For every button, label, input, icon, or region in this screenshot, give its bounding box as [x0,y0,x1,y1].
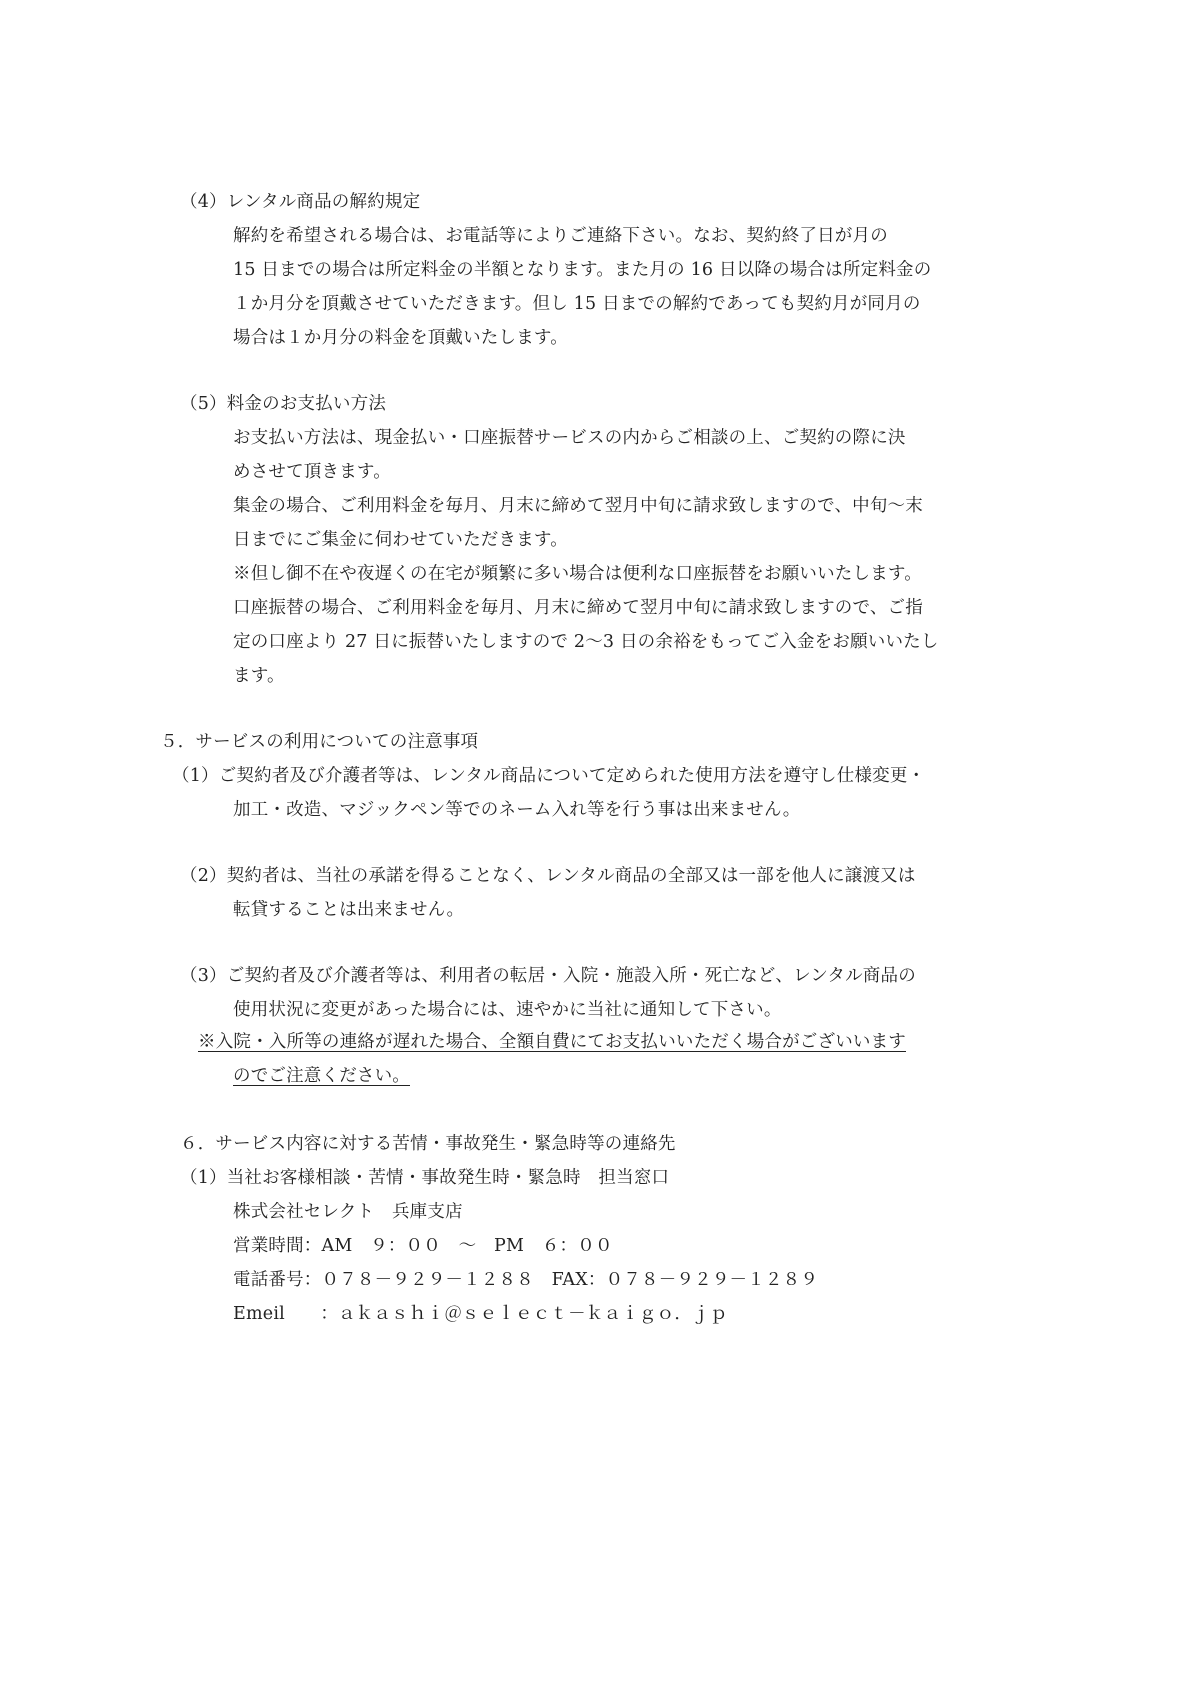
section-4-5-line-5: ※但し御不在や夜遅くの在宅が頻繁に多い場合は便利な口座振替をお願いいたします。 [233,564,922,584]
section-5-item-3-line-2: 使用状況に変更があった場合には、速やかに当社に通知して下さい。 [233,1000,782,1020]
section-5-heading: ５．サービスの利用についての注意事項 [160,732,479,752]
section-5-note-line-2: のでご注意ください。 [233,1066,410,1086]
section-4-4-line-2: 15 日までの場合は所定料金の半額となります。また月の 16 日以降の場合は所定料金の [233,260,932,280]
email-address: Emeil ：ａｋａｓｈｉ＠ｓｅｌｅｃｔ－ｋａｉｇｏ．ｊｐ [233,1304,728,1324]
section-6-heading: ６．サービス内容に対する苦情・事故発生・緊急時等の連絡先 [180,1134,676,1154]
section-5-note-line-1: ※入院・入所等の連絡が遅れた場合、全額自費にてお支払いいただく場合がございいます [198,1032,906,1052]
section-4-5-line-4: 日までにご集金に伺わせていただきます。 [233,530,568,550]
section-4-4-heading: （4）レンタル商品の解約規定 [180,192,421,212]
section-6-item-1: （1）当社お客様相談・苦情・事故発生時・緊急時 担当窓口 [180,1168,670,1188]
section-5-item-2-line-1: （2）契約者は、当社の承諾を得ることなく、レンタル商品の全部又は一部を他人に譲渡又は [180,866,916,886]
phone-fax: 電話番号：０７８－９２９－１２８８ FAX：０７８－９２９－１２８９ [233,1270,819,1290]
company-name: 株式会社セレクト 兵庫支店 [233,1202,463,1222]
section-4-5-line-2: めさせて頂きます。 [233,462,391,482]
section-4-5-line-3: 集金の場合、ご利用料金を毎月、月末に締めて翌月中旬に請求致しますので、中旬～末 [233,496,923,516]
section-5-item-1-line-2: 加工・改造、マジックペン等でのネーム入れ等を行う事は出来ません。 [233,800,801,820]
section-5-item-1-line-1: （1）ご契約者及び介護者等は、レンタル商品について定められた使用方法を遵守し仕様変更・ [172,766,926,786]
section-4-4-line-3: １か月分を頂戴させていただきます。但し 15 日までの解約であっても契約月が同月の [233,294,921,314]
section-5-item-2-line-2: 転貸することは出来ません。 [233,900,465,920]
section-4-5-line-7: 定の口座より 27 日に振替いたしますので 2～3 日の余裕をもってご入金をお願いいたし [233,632,939,652]
business-hours: 営業時間：AM ９：００ ～ PM ６：００ [233,1236,613,1256]
section-4-5-line-1: お支払い方法は、現金払い・口座振替サービスの内からご相談の上、ご契約の際に決 [233,428,906,448]
section-4-5-heading: （5）料金のお支払い方法 [180,394,387,414]
section-4-5-line-6: 口座振替の場合、ご利用料金を毎月、月末に締めて翌月中旬に請求致しますので、ご指 [233,598,923,618]
section-4-4-line-1: 解約を希望される場合は、お電話等によりご連絡下さい。なお、契約終了日が月の [233,226,888,246]
section-4-5-line-8: ます。 [233,666,285,686]
section-5-item-3-line-1: （3）ご契約者及び介護者等は、利用者の転居・入院・施設入所・死亡など、レンタル商品の [180,966,916,986]
section-4-4-line-4: 場合は１か月分の料金を頂戴いたします。 [233,328,568,348]
